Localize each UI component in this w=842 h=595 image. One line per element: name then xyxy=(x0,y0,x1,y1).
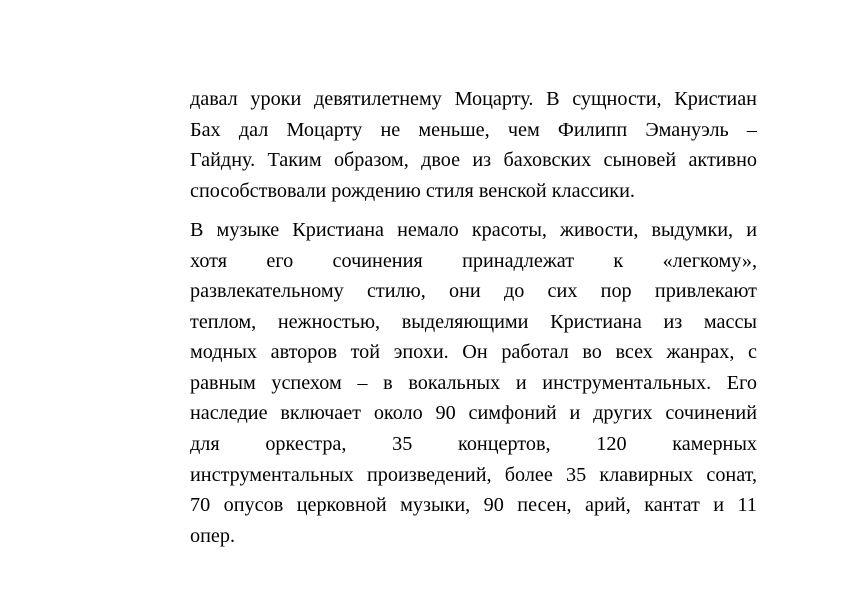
text-line: модных авторов той эпохи. Он работал во всех жанрах, с xyxy=(190,341,757,364)
text-line: В музыке Кристиана немало красоты, живости, выдумки, и xyxy=(190,219,757,242)
text-line: развлекательному стилю, они до сих пор привлекают xyxy=(190,280,757,303)
text-line: способствовали рождению стиля венской классики. xyxy=(190,179,635,202)
paragraph-2 xyxy=(190,215,757,551)
text-line: теплом, нежностью, выделяющими Кристиана из массы xyxy=(190,310,757,333)
text-line: Бах дал Моцарту не меньше, чем Филипп Эмануэль – xyxy=(190,118,757,141)
text-line: Гайдну. Таким образом, двое из баховских сыновей активно xyxy=(190,149,757,172)
text-line: инструментальных произведений, более 35 клавирных сонат, xyxy=(190,463,757,486)
document-body xyxy=(190,84,757,551)
text-line: хотя его сочинения принадлежат к «легкому», xyxy=(190,249,757,272)
paragraph-gap xyxy=(190,206,757,215)
paragraph-1 xyxy=(190,84,757,206)
text-line: равным успехом – в вокальных и инструментальных. Его xyxy=(190,371,757,394)
text-line: для оркестра, 35 концертов, 120 камерных xyxy=(190,433,757,456)
text-line: наследие включает около 90 симфоний и других сочинений xyxy=(190,402,757,425)
text-line: опер. xyxy=(190,524,235,547)
text-line: давал уроки девятилетнему Моцарту. В сущности, Кристиан xyxy=(190,88,757,110)
text-line: 70 опусов церковной музыки, 90 песен, арий, кантат и 11 xyxy=(190,494,757,517)
